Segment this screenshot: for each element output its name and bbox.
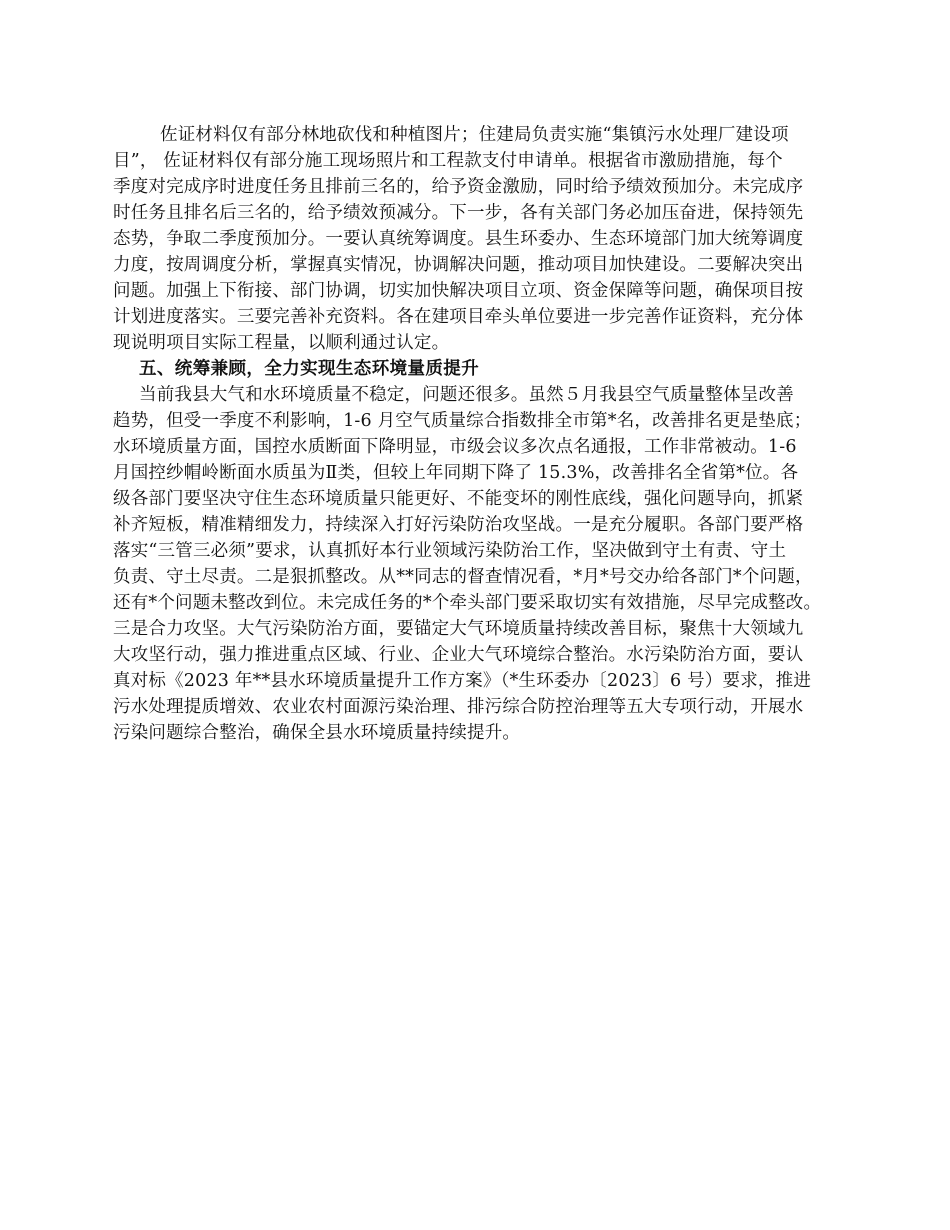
- paragraph-line: 趋势，但受一季度不利影响，1-6 月空气质量综合指数排全市第*名，改善排名更是垫底；: [113, 411, 812, 431]
- paragraph-line: 级各部门要坚决守住生态环境质量只能更好、不能变坏的刚性底线，强化问题导向，抓紧: [113, 489, 804, 509]
- paragraph-line: 佐证材料仅有部分林地砍伐和种植图片；住建局负责实施“集镇污水处理厂建设项: [160, 125, 789, 145]
- paragraph-line: 现说明项目实际工程量，以顺利通过认定。: [113, 333, 450, 353]
- paragraph-line: 补齐短板，精准精细发力，持续深入打好污染防治攻坚战。一是充分履职。各部门要严格: [113, 515, 804, 535]
- paragraph-line: 态势，争取二季度预加分。一要认真统筹调度。县生环委办、生态环境部门加大统筹调度: [113, 229, 804, 249]
- paragraph-line: 大攻坚行动，强力推进重点区域、行业、企业大气环境综合整治。水污染防治方面，要认: [113, 645, 804, 665]
- paragraph-line: 月国控纱帽岭断面水质虽为Ⅱ类，但较上年同期下降了 15.3%，改善排名全省第*位。各: [113, 463, 799, 483]
- paragraph-line: 计划进度落实。三要完善补充资料。各在建项目牵头单位要进一步完善作证资料，充分体: [113, 307, 804, 327]
- paragraph-line: 水环境质量方面，国控水质断面下降明显，市级会议多次点名通报，工作非常被动。1-6: [113, 437, 797, 457]
- section-heading: 五、统筹兼顾，全力实现生态环境量质提升: [139, 359, 480, 379]
- paragraph-line: 污水处理提质增效、农业农村面源污染治理、排污综合防控治理等五大专项行动，开展水: [113, 697, 804, 717]
- paragraph-line: 时任务且排名后三名的，给予绩效预减分。下一步，各有关部门务必加压奋进，保持领先: [113, 203, 804, 223]
- paragraph-line: 污染问题综合整治，确保全县水环境质量持续提升。: [113, 723, 521, 743]
- paragraph-line: 目”， 佐证材料仅有部分施工现场照片和工程款支付申请单。根据省市激励措施，每个: [113, 151, 783, 171]
- paragraph-line: 问题。加强上下衔接、部门协调，切实加快解决项目立项、资金保障等问题，确保项目按: [113, 281, 804, 301]
- paragraph-line: 当前我县大气和水环境质量不稳定，问题还很多。虽然５月我县空气质量整体呈改善: [139, 385, 794, 405]
- paragraph-line: 真对标《2023 年**县水环境质量提升工作方案》（*生环委办〔2023〕6 号）要求，推进: [113, 671, 812, 691]
- paragraph-line: 负责、守土尽责。二是狠抓整改。从**同志的督查情况看，*月*号交办给各部门*个问题，: [113, 567, 813, 587]
- paragraph-line: 落实“三管三必须”要求，认真抓好本行业领域污染防治工作，坚决做到守土有责、守土: [113, 541, 787, 561]
- paragraph-line: 季度对完成序时进度任务且排前三名的，给予资金激励，同时给予绩效预加分。未完成序: [113, 177, 804, 197]
- paragraph-line: 力度，按周调度分析，掌握真实情况，协调解决问题，推动项目加快建设。二要解决突出: [113, 255, 804, 275]
- paragraph-line: 还有*个问题未整改到位。未完成任务的*个牵头部门要采取切实有效措施，尽早完成整改。: [113, 593, 822, 613]
- paragraph-line: 三是合力攻坚。大气污染防治方面，要锚定大气环境质量持续改善目标，聚焦十大领域九: [113, 619, 804, 639]
